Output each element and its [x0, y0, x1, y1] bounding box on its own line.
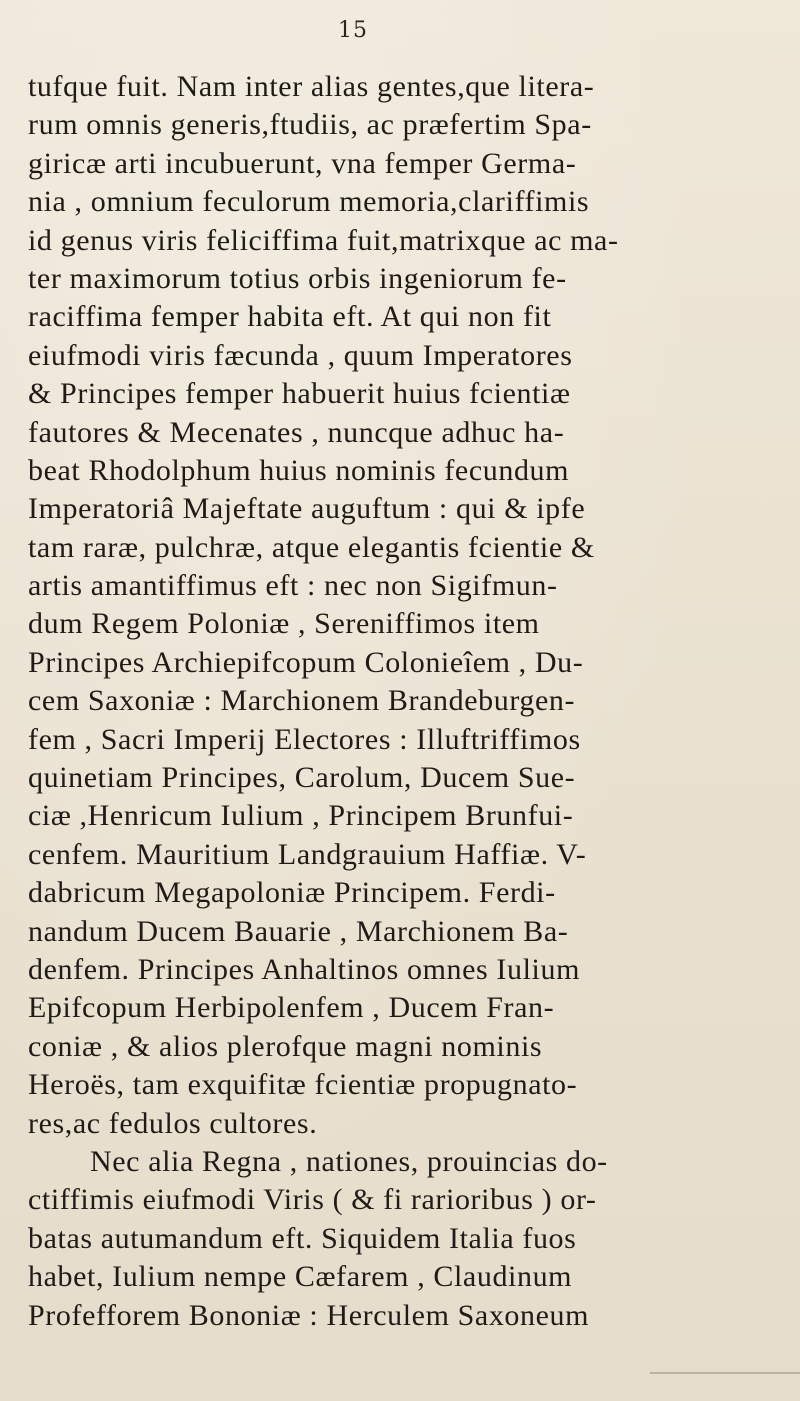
text-line: dum Regem Poloniæ , Sereniffimos item [28, 607, 540, 641]
text-line: res,ac fedulos cultores. [28, 1106, 318, 1140]
text-line: artis amantiffimus eft : nec non Sigifmun- [28, 569, 558, 603]
text-line: Epifcopum Herbipolenfem , Ducem Fran- [28, 991, 555, 1025]
text-line: tufque fuit. Nam inter alias gentes,que litera- [28, 70, 595, 103]
text-line: ciæ ,Henricum Iulium , Principem Brunfui- [28, 799, 574, 833]
text-line: fautores & Mecenates , nuncque adhuc ha- [28, 415, 565, 449]
text-line: cenfem. Mauritium Landgrauium Haffiæ. V- [28, 837, 587, 871]
text-line: tam raræ, pulchræ, atque elegantis fcientie & [28, 530, 595, 564]
text-line: beat Rhodolphum huius nominis fecundum [28, 453, 570, 487]
text-line: coniæ , & alios plerofque magni nominis [28, 1029, 543, 1063]
text-line: fem , Sacri Imperij Electores : Illuftriffimos [28, 722, 581, 756]
text-line: ter maximorum totius orbis ingeniorum fe- [28, 261, 567, 295]
text-line: eiufmodi viris fæcunda , quum Imperatores [28, 338, 573, 372]
text-line: Principes Archiepifcopum Colonieîem , Du- [28, 645, 584, 679]
text-line: batas autumandum eft. Siquidem Italia fuos [28, 1221, 577, 1255]
text-line: & Principes femper habuerit huius fcientiæ [28, 377, 571, 411]
text-line: dabricum Megapoloniæ Principem. Ferdi- [28, 876, 556, 910]
text-line: denfem. Principes Anhaltinos omnes Iulium [28, 952, 581, 986]
text-line: Heroës, tam exquifitæ fcientiæ propugnato- [28, 1068, 578, 1102]
text-line: Profefforem Bononiæ : Herculem Saxoneum [28, 1298, 590, 1332]
text-line: quinetiam Principes, Carolum, Ducem Sue- [28, 761, 576, 795]
text-line: cem Saxoniæ : Marchionem Brandeburgen- [28, 684, 576, 718]
text-line: nandum Ducem Bauarie , Marchionem Ba- [28, 914, 569, 948]
text-line: raciffima femper habita eft. At qui non fit [28, 300, 552, 334]
paragraph-start-line: Nec alia Regna , nationes, prouincias do- [90, 1144, 608, 1178]
text-line: id genus viris feliciffima fuit,matrixque ac ma- [28, 223, 619, 257]
text-line: nia , omnium feculorum memoria,clariffimis [28, 185, 590, 219]
page-number: 15 [338, 18, 368, 43]
text-line: Imperatoriâ Majeftate auguftum : qui & ipfe [28, 492, 586, 526]
text-line: habet, Iulium nempe Cæfarem , Claudinum [28, 1260, 573, 1294]
page-edge-rule [650, 1372, 800, 1374]
body-text [28, 68, 788, 1335]
text-line: rum omnis generis,ftudiis, ac præfertim Spa- [28, 108, 592, 142]
text-line: giricæ arti incubuerunt, vna femper Germa- [28, 146, 577, 180]
text-line: ctiffimis eiufmodi Viris ( & fi rarioribus ) or- [28, 1183, 597, 1217]
